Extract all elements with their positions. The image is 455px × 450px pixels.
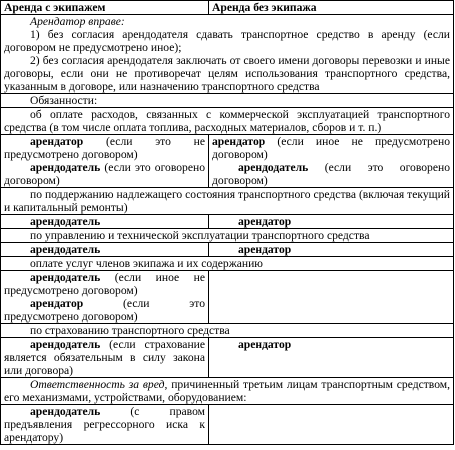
management-bare-party: арендатор [238,243,292,256]
management-crew-party: арендодатель [30,243,101,256]
commercial-bare-note-2: (если это оговорено договором) [212,161,450,187]
management-label-row [1,229,454,243]
liability-title: Ответственность за вред [30,378,165,391]
commercial-bare-note-1: (если иное не предусмотрено договором) [212,135,450,161]
maintenance-values-row [1,215,454,229]
liability-crew-item [4,405,205,444]
insurance-label: по страхованию транспортного средства [1,324,454,338]
crew-crew-note-1: (если иное не предусмотрено договором) [4,271,205,297]
commercial-label-row [1,108,454,135]
maintenance-bare-party: арендатор [238,215,292,228]
commercial-crew-note-1: (если это не предусмотрено договором) [4,135,205,161]
commercial-crew-note-2: (если это оговорено договором) [4,161,205,187]
insurance-bare-party: арендатор [238,338,292,351]
crew-values-row [1,271,454,324]
commercial-bare-item-1 [212,135,450,161]
commercial-crew-party-2: арендодатель [30,161,101,174]
rights-cell [1,15,454,94]
commercial-bare-cell [209,135,454,188]
maintenance-label-row [1,188,454,215]
commercial-crew-item-1 [4,135,205,161]
maintenance-bare-cell [209,215,454,229]
liability-bare-cell [209,405,454,445]
commercial-bare-party-1: арендатор [212,135,266,148]
liability-crew-cell [1,405,209,445]
liability-label [1,378,454,405]
insurance-bare-cell [209,338,454,378]
crew-label: оплате услуг членов экипажа и их содержанию [1,257,454,271]
management-label: по управлению и технической эксплуатации транспортного средства [1,229,454,243]
commercial-crew-cell [1,135,209,188]
insurance-values-row [1,338,454,378]
rights-item-1: 1) без согласия арендодателя сдавать транспортное средство в аренду (если договором не предусмотрено иное); [4,28,450,54]
management-values-row [1,243,454,257]
duties-title: Обязанности: [1,94,454,108]
crew-crew-cell [1,271,209,324]
rights-item-2: 2) без согласия арендодателя заключать от своего имени договоры перевозки и иные договоры, если они не противоречат целям использования транспортного средства, указанным в договоре, или назначению транспортного средства [4,54,450,93]
insurance-crew-cell [1,338,209,378]
rights-row [1,15,454,94]
management-crew-cell [1,243,209,257]
header-row [1,1,454,15]
commercial-values-row [1,135,454,188]
management-bare-cell [209,243,454,257]
rights-title: Арендатор вправе: [30,15,125,28]
liability-crew-party: арендодатель [30,405,101,418]
liability-crew-note: (с правом предъявления регрессорного иска к арендатору) [4,405,205,444]
insurance-crew-item [4,338,205,377]
maintenance-crew-cell [1,215,209,229]
insurance-crew-party: арендодатель [30,338,101,351]
liability-description: , причиненный третьим лицам транспортным средством, его механизмами, устройствами, оборудованием: [4,378,451,404]
commercial-crew-item-2 [4,161,205,187]
commercial-bare-party-2: арендодатель [238,161,309,174]
insurance-label-row [1,324,454,338]
insurance-crew-note: (если страхование является обязательным в силу закона или договора) [4,338,205,377]
commercial-bare-item-2 [212,161,450,187]
crew-crew-party-2: арендатор [30,297,84,310]
duties-title-row [1,94,454,108]
commercial-crew-party-1: арендатор [30,135,84,148]
commercial-label: об оплате расходов, связанных с коммерческой эксплуатацией транспортного средства (в том числе оплата топлива, расходных материалов, сборов и т. п.) [1,108,454,135]
maintenance-label: по поддержанию надлежащего состояния транспортного средства (включая текущий и капитальный ремонты) [1,188,454,215]
header-bare-lease: Аренда без экипажа [209,1,454,15]
liability-label-row [1,378,454,405]
header-crew-lease: Аренда с экипажем [1,1,209,15]
crew-crew-party-1: арендодатель [30,271,101,284]
crew-crew-item-2 [4,297,205,323]
crew-label-row [1,257,454,271]
crew-crew-item-1 [4,271,205,297]
liability-values-row [1,405,454,445]
crew-bare-cell [209,271,454,324]
maintenance-crew-party: арендодатель [30,215,101,228]
crew-crew-note-2: (если это предусмотрено договором) [4,297,205,323]
